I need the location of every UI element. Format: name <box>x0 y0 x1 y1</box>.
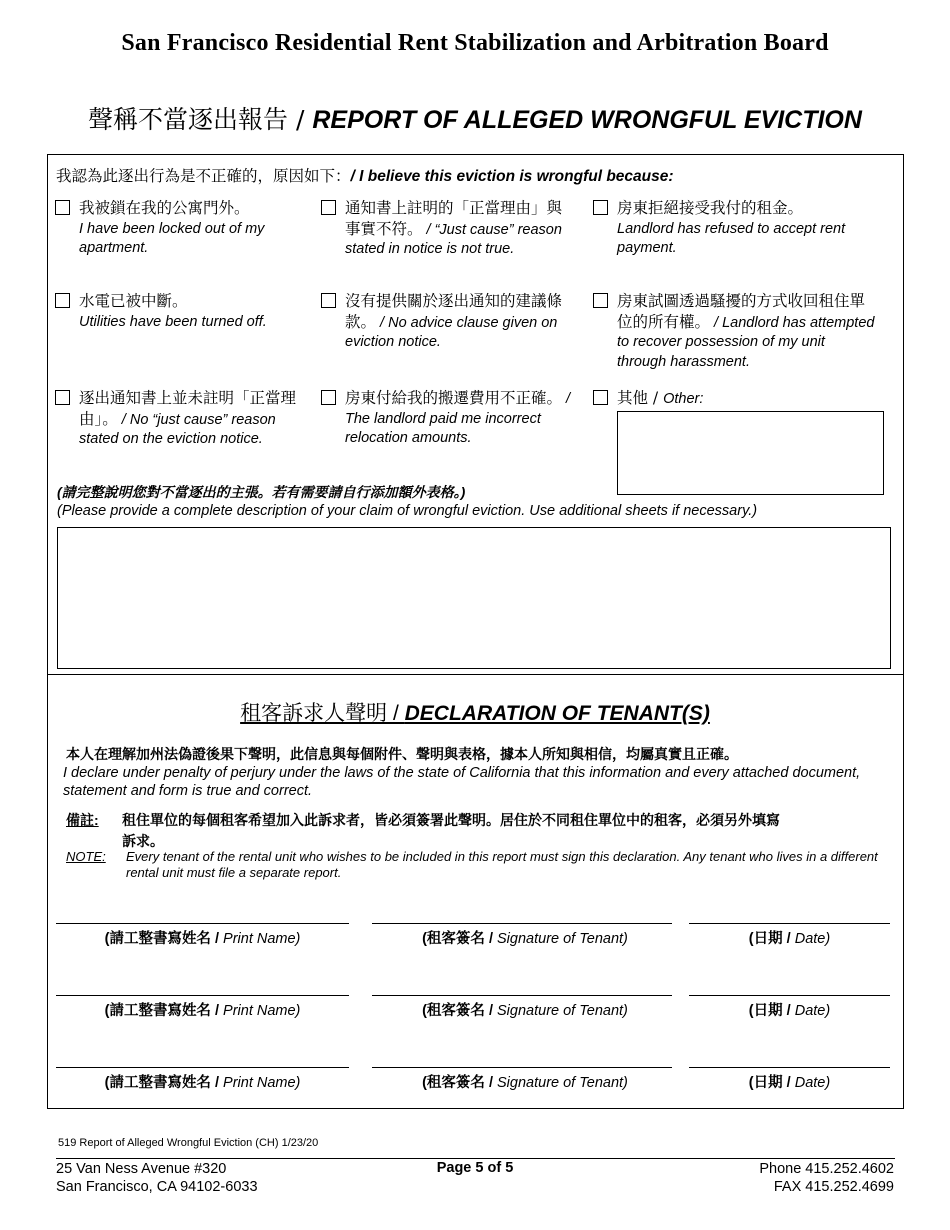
print-name-label <box>56 927 349 948</box>
declaration-title <box>0 697 950 727</box>
date-label-zh: (日期 / <box>748 931 795 947</box>
reason-zh: 我被鎖在我的公寓門外。 <box>79 199 250 217</box>
reason-en: I have been locked out of my apartment. <box>79 220 265 256</box>
reason-utilities-off[interactable] <box>55 292 295 332</box>
description-field[interactable] <box>57 527 891 669</box>
address-line-2: San Francisco, CA 94102-6033 <box>56 1179 258 1195</box>
form-title-en: REPORT OF ALLEGED WRONGFUL EVICTION <box>312 106 862 134</box>
signature-line[interactable] <box>372 995 672 996</box>
reason-zh: 房東付給我的搬遷費用不正確。 <box>345 389 563 407</box>
date-label-en: Date) <box>794 931 831 947</box>
signature-line[interactable] <box>372 1067 672 1068</box>
checkbox[interactable] <box>593 293 608 308</box>
signature-label-en: Signature of Tenant) <box>497 1075 628 1091</box>
instruction-en: (Please provide a complete description of your claim of wrongful eviction. Use additional sheets if necessary.) <box>57 503 758 519</box>
checkbox[interactable] <box>55 390 70 405</box>
print-name-label <box>56 1071 349 1092</box>
print-name-label-zh: (請工整書寫姓名 / <box>104 1003 224 1019</box>
reason-zh: 逐出通知書上並未註明「正當理由」。 <box>79 389 297 428</box>
reason-en: / “Just cause” reason stated in notice is not true. <box>345 221 562 257</box>
note-text-zh: 租住單位的每個租客希望加入此訴求者，皆必須簽署此聲明。居住於不同租住單位中的租客，必須另外填寫訴求。 <box>122 812 780 849</box>
signature-label-zh: (租客簽名 / <box>422 931 498 947</box>
date-label-zh: (日期 / <box>748 1003 795 1019</box>
date-label <box>689 1071 890 1092</box>
checkbox[interactable] <box>321 390 336 405</box>
footer-contact <box>759 1160 894 1196</box>
checkbox[interactable] <box>593 390 608 405</box>
signature-label <box>372 1071 678 1092</box>
print-name-line[interactable] <box>56 1067 349 1068</box>
reason-en: / The landlord paid me incorrect relocation amounts. <box>345 391 571 446</box>
checkbox[interactable] <box>55 293 70 308</box>
signature-label-en: Signature of Tenant) <box>497 931 628 947</box>
reason-zh: 通知書上註明的「正當理由」與事實不符。 <box>345 199 563 238</box>
reason-refused-rent[interactable] <box>593 199 878 259</box>
date-label-en: Date) <box>794 1003 831 1019</box>
footer-rule <box>56 1158 895 1159</box>
declaration-text-zh: 本人在理解加州法偽證後果下聲明，此信息與每個附件、聲明與表格，據本人所知與相信，均屬真實且正確。 <box>66 746 738 762</box>
reason-zh: 房東試圖透過騷擾的方式收回租住單位的所有權。 <box>617 292 866 331</box>
reason-zh: 水電已被中斷。 <box>79 292 188 310</box>
signature-label <box>372 927 678 948</box>
reason-no-just-cause[interactable] <box>55 389 305 450</box>
phone-number: Phone 415.252.4602 <box>759 1161 894 1177</box>
reason-other[interactable] <box>593 389 793 410</box>
print-name-label-en: Print Name) <box>223 1075 301 1091</box>
reason-zh: 房東拒絕接受我付的租金。 <box>617 199 804 217</box>
signature-label-zh: (租客簽名 / <box>422 1003 498 1019</box>
signature-label-zh: (租客簽名 / <box>422 1075 498 1091</box>
reason-zh: 其他 / <box>617 389 664 407</box>
form-title <box>0 100 950 136</box>
print-name-line[interactable] <box>56 923 349 924</box>
date-label-zh: (日期 / <box>748 1075 795 1091</box>
signature-line[interactable] <box>372 923 672 924</box>
reason-zh: 沒有提供關於逐出通知的建議條款。 <box>345 292 563 331</box>
form-code: 519 Report of Alleged Wrongful Eviction (CH) 1/23/20 <box>58 1137 319 1149</box>
date-label <box>689 927 890 948</box>
fax-number: FAX 415.252.4699 <box>773 1179 894 1195</box>
reason-en: / No advice clause given on eviction notice. <box>345 314 558 350</box>
reason-en: Utilities have been turned off. <box>79 313 267 330</box>
reason-en: Other: <box>663 391 704 407</box>
reason-en: Landlord has refused to accept rent payment. <box>617 220 846 256</box>
print-name-label-en: Print Name) <box>223 1003 301 1019</box>
other-reason-field[interactable] <box>617 411 884 495</box>
reason-en: / No “just cause” reason stated on the eviction notice. <box>79 411 276 447</box>
reasons-heading-zh: 我認為此逐出行為是不正確的，原因如下： <box>56 168 351 185</box>
declaration-title-en: DECLARATION OF TENANT(S) <box>404 702 710 725</box>
declaration-title-zh: 租客訴求人聲明 / <box>240 702 405 725</box>
reasons-heading <box>56 164 674 186</box>
date-line[interactable] <box>689 995 890 996</box>
date-label <box>689 999 890 1020</box>
reasons-heading-en: / I believe this eviction is wrongful because: <box>350 168 674 185</box>
reason-incorrect-relocation[interactable] <box>321 389 571 449</box>
declaration-text-en: I declare under penalty of perjury under the laws of the state of California that this information and every attached document, statement and form is true and correct. <box>63 765 861 799</box>
note-label-en: NOTE: <box>66 849 106 864</box>
checkbox[interactable] <box>55 200 70 215</box>
reason-no-advice-clause[interactable] <box>321 292 579 353</box>
date-line[interactable] <box>689 923 890 924</box>
date-label-en: Date) <box>794 1075 831 1091</box>
print-name-line[interactable] <box>56 995 349 996</box>
address-line-1: 25 Van Ness Avenue #320 <box>56 1161 227 1177</box>
print-name-label-zh: (請工整書寫姓名 / <box>104 931 224 947</box>
note-label-zh: 備註: <box>66 812 99 828</box>
reason-en: / Landlord has attempted to recover possession of my unit through harassment. <box>617 314 875 370</box>
signature-label <box>372 999 678 1020</box>
print-name-label <box>56 999 349 1020</box>
checkbox[interactable] <box>321 293 336 308</box>
signature-label-en: Signature of Tenant) <box>497 1003 628 1019</box>
board-name: San Francisco Residential Rent Stabilization and Arbitration Board <box>121 30 829 56</box>
reason-just-cause-not-true[interactable] <box>321 199 571 260</box>
print-name-label-en: Print Name) <box>223 931 301 947</box>
date-line[interactable] <box>689 1067 890 1068</box>
section-divider <box>47 674 904 675</box>
instruction-zh: (請完整說明您對不當逐出的主張。若有需要請自行添加額外表格。) <box>57 484 466 500</box>
checkbox[interactable] <box>593 200 608 215</box>
note-text-en: Every tenant of the rental unit who wishes to be included in this report must sign this declaration. Any tenant who lives in a different rental unit must file a separate report. <box>126 849 878 880</box>
page-number: Page 5 of 5 <box>436 1160 514 1176</box>
form-title-zh: 聲稱不當逐出報告 / <box>88 105 313 134</box>
print-name-label-zh: (請工整書寫姓名 / <box>104 1075 224 1091</box>
reason-locked-out[interactable] <box>55 199 295 259</box>
checkbox[interactable] <box>321 200 336 215</box>
reason-harassment[interactable] <box>593 292 878 372</box>
